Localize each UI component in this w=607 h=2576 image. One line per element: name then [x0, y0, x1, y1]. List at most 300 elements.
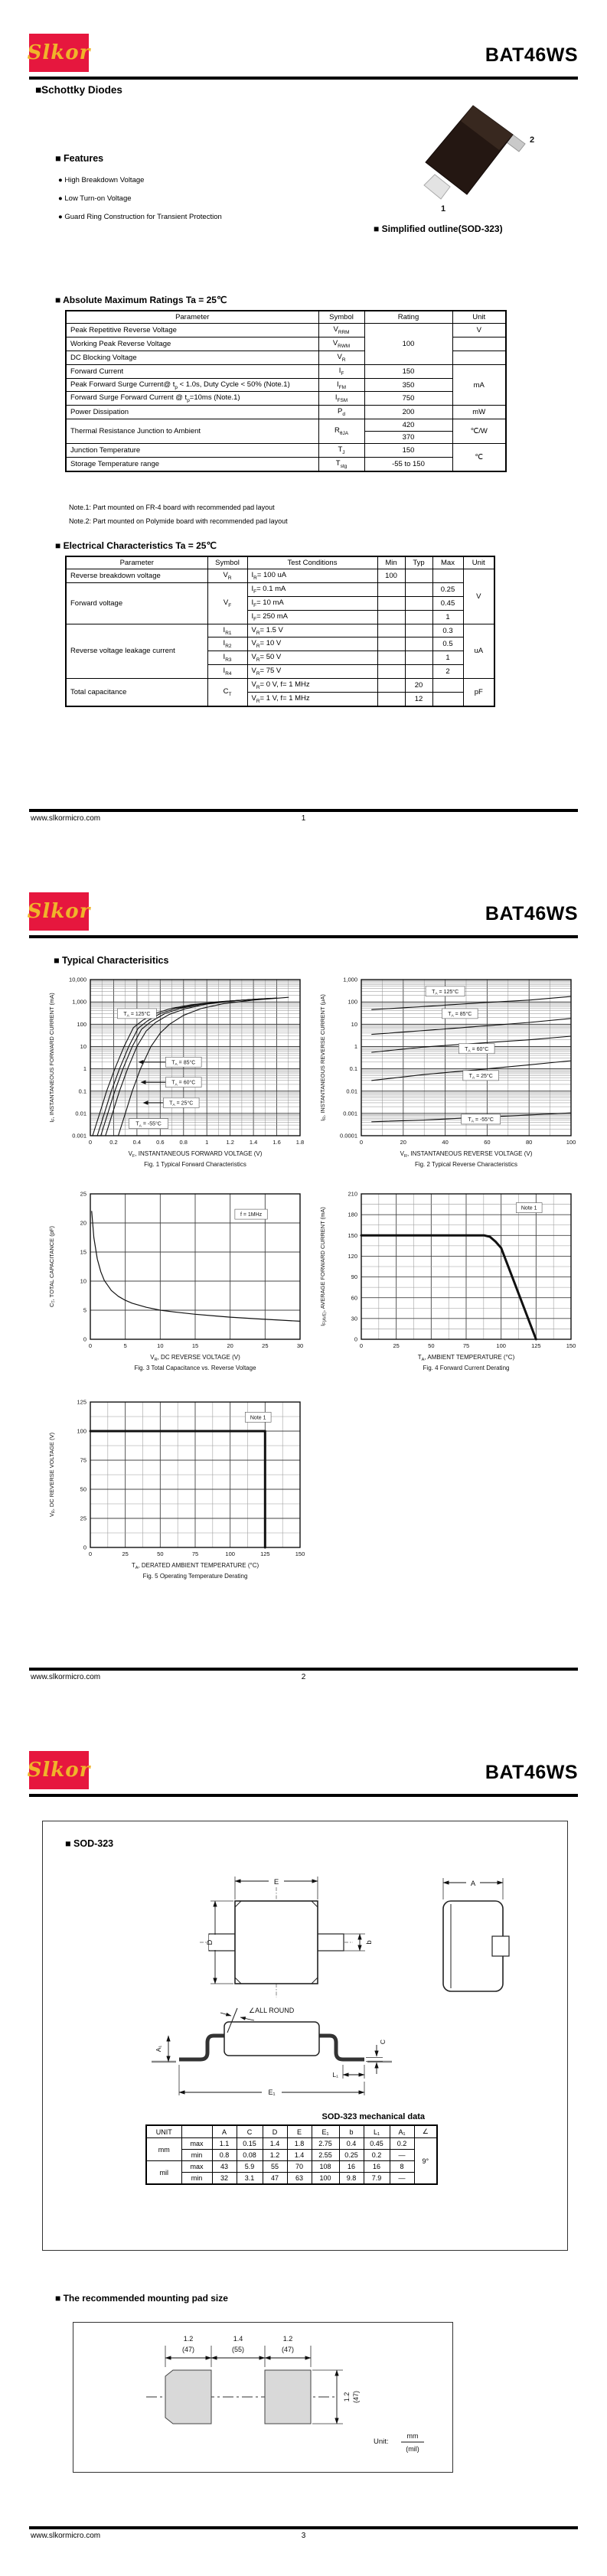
abs-max-table — [65, 310, 507, 472]
param-cell: DC Blocking Voltage — [66, 351, 318, 364]
value-cell: 3.1 — [237, 2173, 263, 2185]
website-text: www.slkormicro.com — [31, 814, 101, 823]
rating-cell: -55 to 150 — [364, 458, 452, 471]
symbol-cell: $T_J$ — [318, 444, 364, 458]
param-cell: Reverse breakdown voltage — [66, 569, 207, 583]
chart-grid — [90, 1402, 300, 1547]
figure-1 — [44, 972, 312, 1184]
page-number: 3 — [301, 2532, 306, 2540]
all-round-label: ∠ALL ROUND — [249, 2007, 295, 2014]
svg-text:180: 180 — [348, 1211, 357, 1218]
chart-curve-labels — [245, 1412, 271, 1422]
svg-text:20: 20 — [227, 1342, 233, 1349]
svg-text:120: 120 — [348, 1253, 357, 1260]
typ-cell — [405, 569, 432, 583]
mounting-pad-box — [73, 2322, 453, 2473]
svg-text:0: 0 — [359, 1139, 364, 1146]
figure-3-chart — [44, 1186, 312, 1384]
rating-cell: 370 — [364, 432, 452, 444]
dim-label-D: D — [206, 1939, 214, 1945]
value-cell: 2.55 — [312, 2150, 339, 2161]
pad-right — [265, 2370, 311, 2424]
svg-text:25: 25 — [262, 1342, 269, 1349]
typ-cell: 12 — [405, 693, 432, 706]
svg-text:0.001: 0.001 — [72, 1132, 86, 1140]
svg-text:Fig. 3 Total Capacitance vs.: Fig. 3 Total Capacitance vs. Reverse Voltage — [134, 1365, 256, 1371]
svg-text:0.01: 0.01 — [75, 1110, 86, 1117]
value-cell: 16 — [339, 2161, 364, 2173]
col-header: A₁ — [390, 2125, 414, 2138]
rating-cell: 350 — [364, 378, 452, 392]
rating-cell: 420 — [364, 419, 452, 432]
typ-cell — [405, 624, 432, 637]
col-header: Max — [432, 556, 463, 569]
unit-label: Unit: — [374, 2437, 389, 2446]
package-photo — [413, 101, 543, 216]
svg-text:10: 10 — [80, 1277, 86, 1285]
param-cell: Forward Surge Forward Current @ $t_p=10ms$ (Note.1) — [66, 392, 318, 406]
value-cell: 0.8 — [212, 2150, 237, 2161]
svg-text:f = 1MHz: f = 1MHz — [240, 1212, 263, 1218]
chart-ticks — [80, 1191, 304, 1349]
symbol-cell: $V_F$ — [207, 582, 247, 624]
limit-cell: max — [181, 2138, 212, 2150]
symbol-cell: $I_{R2}$ — [207, 637, 247, 651]
svg-text:1.2: 1.2 — [226, 1139, 234, 1146]
value-cell: 1.4 — [287, 2150, 312, 2161]
unit-group: mm — [146, 2138, 181, 2161]
svg-text:TA = 85°C: $T_A = 85^\circ C$ — [171, 1060, 196, 1067]
svg-text:0: 0 — [88, 1550, 93, 1557]
typ-cell — [405, 610, 432, 624]
table-row — [146, 2161, 437, 2173]
value-cell: 100 — [312, 2173, 339, 2185]
svg-text:1.6: 1.6 — [272, 1139, 281, 1146]
max-cell: 0.3 — [432, 624, 463, 637]
brand-logo — [29, 892, 89, 931]
unit-cell: mA — [452, 364, 506, 406]
min-cell — [377, 596, 405, 610]
website-text: www.slkormicro.com — [31, 2532, 101, 2540]
min-cell — [377, 679, 405, 693]
angle-arrow — [240, 2017, 254, 2020]
pad-dim-2: 1.4 — [233, 2335, 243, 2343]
param-cell: Reverse voltage leakage current — [66, 624, 207, 679]
svg-text:125: 125 — [531, 1342, 541, 1349]
cond-cell: $V_R= 50$ V — [247, 651, 377, 665]
min-cell: 100 — [377, 569, 405, 583]
table-row — [66, 378, 506, 392]
svg-text:100: 100 — [225, 1550, 235, 1557]
sod323-title: ■ SOD-323 — [65, 1838, 114, 1849]
feature-item: ● Guard Ring Construction for Transient Protection — [58, 213, 222, 221]
cond-cell: $I_F= 250$ mA — [247, 610, 377, 624]
typ-cell — [405, 582, 432, 596]
max-cell — [432, 569, 463, 583]
svg-text:100: 100 — [77, 1427, 86, 1435]
svg-text:IF, INSTANTANEOUS FORWARD CURR: $I_F$, INSTANTANEOUS FORWARD CURRENT (mA) — [48, 993, 57, 1123]
svg-text:15: 15 — [80, 1248, 86, 1256]
cond-cell: $I_F= 10$ mA — [247, 596, 377, 610]
page-number: 2 — [301, 1673, 306, 1681]
min-cell — [377, 637, 405, 651]
svg-text:CT, TOTAL CAPACITANCE (pF): $C_T$, TOTAL CAPACITANCE (pF) — [48, 1225, 57, 1308]
dim-label-E: E — [273, 1878, 279, 1886]
figure-4-chart — [315, 1186, 583, 1384]
part-number: BAT46WS — [485, 1762, 578, 1783]
svg-text:VR, DC REVERSE VOLTAGE (V): $V_R$, DC REVERSE VOLTAGE (V) — [150, 1354, 240, 1362]
chart-grid — [90, 1194, 300, 1339]
package-side-view-drawing — [425, 1867, 524, 2013]
value-cell: 0.08 — [237, 2150, 263, 2161]
table-row — [66, 582, 494, 596]
col-header: L₁ — [364, 2125, 390, 2138]
symbol-cell: $V_R$ — [318, 351, 364, 364]
dim-label-A1: A₁ — [155, 2045, 162, 2053]
svg-text:VR, DC REVERSE VOLTAGE (V): $V_R$, DC REVERSE VOLTAGE (V) — [48, 1432, 57, 1518]
svg-text:1: 1 — [205, 1139, 209, 1146]
rating-cell: 100 — [364, 324, 452, 365]
max-cell: 0.5 — [432, 637, 463, 651]
pin-1-label: 1 — [441, 204, 446, 214]
lead-right-profile — [319, 2036, 364, 2059]
pin-2-label: 2 — [530, 135, 535, 145]
param-cell: Peak Forward Surge Current@ $t_p < 1.0s$, Duty Cycle < 50% (Note.1) — [66, 378, 318, 392]
value-cell: 43 — [212, 2161, 237, 2173]
outline-caption: ■ Simplified outline(SOD-323) — [374, 223, 503, 234]
svg-text:125: 125 — [260, 1550, 270, 1557]
svg-text:60: 60 — [351, 1294, 357, 1302]
brand-logo-text: Slkor — [27, 900, 91, 923]
brand-logo-text: Slkor — [27, 1759, 91, 1782]
figure-3 — [44, 1186, 312, 1387]
col-header: ∠ — [414, 2125, 437, 2138]
value-cell: — — [390, 2173, 414, 2185]
svg-text:60: 60 — [484, 1139, 491, 1146]
svg-text:Fig. 5 Operating Temperature: Fig. 5 Operating Temperature Derating — [142, 1573, 248, 1580]
abs-max-title: ■ Absolute Maximum Ratings Ta = 25℃ — [55, 295, 227, 305]
svg-text:1,000: 1,000 — [343, 976, 357, 983]
figure-5 — [44, 1394, 312, 1596]
col-header: A — [212, 2125, 237, 2138]
col-header: UNIT — [146, 2125, 181, 2138]
col-header: E — [287, 2125, 312, 2138]
svg-text:0.01: 0.01 — [346, 1087, 357, 1095]
col-header: Min — [377, 556, 405, 569]
svg-text:1: 1 — [83, 1065, 86, 1073]
symbol-cell: $C_T$ — [207, 679, 247, 706]
param-cell: Peak Repetitive Reverse Voltage — [66, 324, 318, 337]
max-cell — [432, 693, 463, 706]
typ-cell — [405, 665, 432, 679]
max-cell: 1 — [432, 651, 463, 665]
value-cell: 0.2 — [390, 2138, 414, 2150]
param-cell: Storage Temperature range — [66, 458, 318, 471]
figure-1-chart — [44, 972, 312, 1180]
svg-text:TA = 125°C: $T_A = 125^\circ C$ — [432, 989, 459, 996]
table-row — [66, 324, 506, 337]
max-cell: 0.45 — [432, 596, 463, 610]
svg-text:20: 20 — [400, 1139, 406, 1146]
col-header: Unit — [463, 556, 494, 569]
typical-characteristics-title: ■ Typical Characterisitics — [54, 955, 169, 966]
unit-cell: ℃ — [452, 444, 506, 471]
svg-text:210: 210 — [348, 1190, 357, 1198]
svg-text:100: 100 — [496, 1342, 506, 1349]
elec-table — [65, 556, 495, 707]
col-header: Parameter — [66, 556, 207, 569]
svg-text:0.6: 0.6 — [156, 1139, 165, 1146]
svg-text:VF, INSTANTANEOUS FORWARD VOLT: $V_F$, INSTANTANEOUS FORWARD VOLTAGE (V) — [128, 1150, 263, 1159]
pad-dim-1: 1.2 — [183, 2335, 194, 2343]
features-title: ■ Features — [55, 153, 104, 164]
symbol-cell: $I_F$ — [318, 364, 364, 378]
lead-side-view — [492, 1936, 509, 1956]
svg-text:5: 5 — [123, 1342, 127, 1349]
page-3 — [0, 1717, 607, 2576]
value-cell: 108 — [312, 2161, 339, 2173]
dim-label-C: C — [379, 2039, 387, 2045]
mounting-pad-title: ■ The recommended mounting pad size — [55, 2293, 228, 2304]
svg-text:50: 50 — [80, 1485, 86, 1493]
table-row — [146, 2150, 437, 2161]
header-rule — [29, 935, 578, 938]
chart-grid — [361, 1194, 571, 1339]
dim-label-b: b — [365, 1940, 374, 1945]
svg-text:TA, DERATED AMBIENT TEMPERATUR: $T_A$, DERATED AMBIENT TEMPERATURE (°C) — [131, 1562, 259, 1570]
note-2: Note.2: Part mounted on Polymide board with recommended pad layout — [69, 517, 288, 525]
table-row — [66, 406, 506, 419]
svg-text:0: 0 — [83, 1544, 86, 1551]
chart-series — [92, 1211, 300, 1322]
symbol-cell: $P_d$ — [318, 406, 364, 419]
mech-data-title: SOD-323 mechanical data — [321, 2112, 425, 2121]
feature-item: ● Low Turn-on Voltage — [58, 194, 132, 203]
svg-text:TA = 60°C: $T_A = 60^\circ C$ — [465, 1046, 489, 1054]
svg-text:TA = -55°C: $T_A = -55^\circ C$ — [468, 1117, 494, 1124]
svg-text:25: 25 — [122, 1550, 129, 1557]
symbol-cell: $I_{R4}$ — [207, 665, 247, 679]
svg-text:1: 1 — [354, 1043, 357, 1051]
pad-dim-2-mil: (55) — [231, 2346, 245, 2353]
feature-item: ● High Breakdown Voltage — [58, 176, 145, 184]
unit-cell: pF — [463, 679, 494, 706]
col-header: Parameter — [66, 311, 318, 324]
angle-cell: 9° — [414, 2138, 437, 2185]
value-cell: 0.25 — [339, 2150, 364, 2161]
rating-cell: 200 — [364, 406, 452, 419]
limit-cell: min — [181, 2173, 212, 2185]
svg-text:Fig. 2 Typical Reverse Charac: Fig. 2 Typical Reverse Characteristics — [414, 1161, 518, 1168]
chart-curve-labels — [516, 1203, 542, 1213]
value-cell: 0.45 — [364, 2138, 390, 2150]
page-1 — [0, 0, 607, 859]
svg-text:0: 0 — [88, 1342, 93, 1349]
col-header: Symbol — [207, 556, 247, 569]
svg-text:25: 25 — [80, 1190, 86, 1198]
page-number: 1 — [301, 814, 306, 823]
cond-cell: $V_R= 10$ V — [247, 637, 377, 651]
svg-text:75: 75 — [80, 1456, 86, 1464]
symbol-cell: $V_{RWM}$ — [318, 337, 364, 351]
svg-text:50: 50 — [157, 1550, 164, 1557]
pad-left — [165, 2370, 211, 2424]
note-1: Note.1: Part mounted on FR-4 board with recommended pad layout — [69, 504, 275, 511]
symbol-cell: $V_{RRM}$ — [318, 324, 364, 337]
lead-left-profile — [179, 2036, 224, 2059]
table-row — [66, 679, 494, 693]
svg-text:150: 150 — [566, 1342, 576, 1349]
unit-cell — [452, 337, 506, 351]
value-cell: 7.9 — [364, 2173, 390, 2185]
package-top-view-drawing — [165, 1864, 394, 2010]
svg-text:10,000: 10,000 — [69, 976, 86, 983]
lead-right — [318, 1934, 344, 1951]
svg-text:150: 150 — [295, 1550, 305, 1557]
figure-4 — [315, 1186, 583, 1387]
table-row — [66, 458, 506, 471]
typ-cell: 20 — [405, 679, 432, 693]
dim-label-A: A — [470, 1880, 476, 1888]
typ-cell — [405, 651, 432, 665]
chart-ticks — [77, 1399, 305, 1557]
unit-cell — [452, 351, 506, 364]
svg-text:Note 1: Note 1 — [250, 1415, 266, 1421]
svg-text:125: 125 — [77, 1398, 86, 1406]
svg-text:TA, AMBIENT TEMPERATURE (°C): $T_A$, AMBIENT TEMPERATURE (°C) — [417, 1354, 515, 1362]
cond-cell: $V_R= 1.5$ V — [247, 624, 377, 637]
brand-logo — [29, 1751, 89, 1789]
min-cell — [377, 665, 405, 679]
value-cell: — — [390, 2150, 414, 2161]
table-header-row — [66, 311, 506, 324]
header-rule — [29, 1794, 578, 1797]
typ-cell — [405, 596, 432, 610]
footer-rule — [29, 809, 578, 812]
min-cell — [377, 610, 405, 624]
value-cell: 1.8 — [287, 2138, 312, 2150]
param-cell: Power Dissipation — [66, 406, 318, 419]
chart-curve-labels — [235, 1209, 267, 1219]
svg-text:TA = 60°C: $T_A = 60^\circ C$ — [171, 1080, 196, 1087]
unit-cell: uA — [463, 624, 494, 679]
svg-text:IR, INSTANTANEOUS REVERSE CURR: $I_R$, INSTANTANEOUS REVERSE CURRENT (μA) — [319, 994, 328, 1121]
value-cell: 63 — [287, 2173, 312, 2185]
svg-text:75: 75 — [462, 1342, 470, 1349]
cond-cell: $I_F= 0.1$ mA — [247, 582, 377, 596]
svg-text:0.2: 0.2 — [109, 1139, 118, 1146]
svg-text:Note 1: Note 1 — [521, 1205, 537, 1211]
svg-text:100: 100 — [77, 1020, 86, 1028]
table-header-row — [66, 556, 494, 569]
category-title: ■Schottky Diodes — [35, 84, 122, 96]
part-number: BAT46WS — [485, 903, 578, 924]
svg-text:0: 0 — [88, 1139, 93, 1146]
pad-dim-v: 1.2 — [343, 2392, 351, 2402]
svg-text:150: 150 — [348, 1231, 357, 1239]
svg-text:0: 0 — [359, 1342, 364, 1349]
value-cell: 1.2 — [263, 2150, 287, 2161]
svg-text:90: 90 — [351, 1273, 357, 1281]
svg-text:TA = 85°C: $T_A = 85^\circ C$ — [448, 1011, 472, 1019]
svg-text:10: 10 — [80, 1043, 86, 1051]
unit-numerator: mm — [406, 2432, 419, 2440]
svg-text:VR, INSTANTANEOUS REVERSE VOLT: $V_R$, INSTANTANEOUS REVERSE VOLTAGE (V) — [400, 1150, 533, 1159]
unit-cell: ℃/W — [452, 419, 506, 444]
figure-5-chart — [44, 1394, 312, 1592]
param-cell: Working Peak Reverse Voltage — [66, 337, 318, 351]
body-profile — [224, 2022, 319, 2056]
svg-text:30: 30 — [296, 1342, 304, 1349]
limit-cell: min — [181, 2150, 212, 2161]
typ-cell — [405, 637, 432, 651]
svg-text:0: 0 — [83, 1335, 86, 1343]
rating-cell: 150 — [364, 444, 452, 458]
figure-2 — [315, 972, 583, 1184]
cond-cell: $V_R= 0$ V, f= 1 MHz — [247, 679, 377, 693]
rating-cell: 750 — [364, 392, 452, 406]
value-cell: 5.9 — [237, 2161, 263, 2173]
svg-text:TA = -55°C: $T_A = -55^\circ C$ — [135, 1121, 162, 1129]
value-cell: 0.4 — [339, 2138, 364, 2150]
unit-cell: V — [452, 324, 506, 337]
footer-rule — [29, 1668, 578, 1671]
param-cell: Thermal Resistance Junction to Ambient — [66, 419, 318, 444]
mechanical-data-table — [145, 2124, 438, 2185]
header-rule — [29, 77, 578, 80]
col-header: Typ — [405, 556, 432, 569]
svg-text:15: 15 — [191, 1342, 199, 1349]
svg-text:80: 80 — [526, 1139, 533, 1146]
svg-text:0.4: 0.4 — [132, 1139, 142, 1146]
part-number: BAT46WS — [485, 44, 578, 66]
value-cell: 47 — [263, 2173, 287, 2185]
table-row — [66, 444, 506, 458]
unit-cell: mW — [452, 406, 506, 419]
value-cell: 32 — [212, 2173, 237, 2185]
value-cell: 0.2 — [364, 2150, 390, 2161]
angle-arrow — [220, 2013, 231, 2016]
svg-text:10: 10 — [157, 1342, 164, 1349]
table-row — [146, 2173, 437, 2185]
svg-text:5: 5 — [83, 1306, 86, 1314]
table-row — [66, 392, 506, 406]
limit-cell: max — [181, 2161, 212, 2173]
body-top-view — [235, 1901, 318, 1984]
value-cell: 70 — [287, 2161, 312, 2173]
table-row — [66, 569, 494, 583]
svg-text:1,000: 1,000 — [72, 998, 86, 1006]
table-row — [66, 364, 506, 378]
pad-dim-v-mil: (47) — [352, 2390, 360, 2404]
svg-text:TA = 25°C: $T_A = 25^\circ C$ — [169, 1101, 194, 1108]
symbol-cell: $T_{stg}$ — [318, 458, 364, 471]
max-cell: 1 — [432, 610, 463, 624]
min-cell — [377, 624, 405, 637]
brand-logo-text: Slkor — [27, 41, 91, 64]
param-cell: Junction Temperature — [66, 444, 318, 458]
svg-text:IF(AVE), AVERAGE FORWARD CURRE: $I_{F(AVE)}$, AVERAGE FORWARD CURRENT (mA) — [319, 1207, 328, 1326]
min-cell — [377, 582, 405, 596]
value-cell: 1.1 — [212, 2138, 237, 2150]
svg-text:0.8: 0.8 — [179, 1139, 188, 1146]
svg-text:Fig. 1 Typical Forward Charac: Fig. 1 Typical Forward Characteristics — [144, 1161, 246, 1168]
svg-text:TA = 125°C: $T_A = 125^\circ C$ — [123, 1011, 151, 1019]
pad-dim-1-mil: (47) — [181, 2346, 195, 2353]
symbol-cell: $R_{\theta JA}$ — [318, 419, 364, 444]
value-cell: 9.8 — [339, 2173, 364, 2185]
col-header: C — [237, 2125, 263, 2138]
